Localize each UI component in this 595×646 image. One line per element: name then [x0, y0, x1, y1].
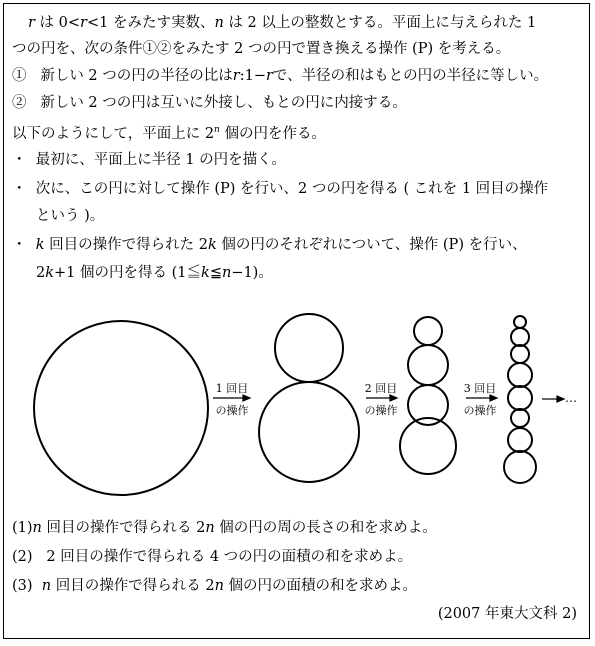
- arrow-2-label-top: 2 回目: [364, 382, 398, 395]
- stage3-circle-4: [508, 363, 532, 387]
- stage1-circle-large: [259, 382, 359, 482]
- bullet-3-cont: 2k+1 個の円を得る (1≦k≦n−1)。: [36, 265, 273, 281]
- arrow-1-label-bottom: の操作: [215, 404, 249, 417]
- stage2-circle-1: [414, 317, 442, 345]
- arrow-3-label-top: 3 回目: [463, 382, 497, 395]
- arrow-4: [542, 396, 564, 402]
- stage3-circle-3: [511, 345, 529, 363]
- question-3: (3) n 回目の操作で得られる 2n 個の円の面積の和を求めよ。: [12, 578, 418, 594]
- bullet-2-cont: という )。: [36, 208, 105, 224]
- arrow-1-label-top: 1 回目: [215, 382, 249, 395]
- arrow-2: [366, 395, 397, 401]
- bullet-3: ・ k 回目の操作で得られた 2k 個の円のそれぞれについて、操作 (P) を行い、: [12, 237, 527, 253]
- procedure-intro: 以下のようにして，平面上に 2$^n$ 個の円を作る。: [12, 125, 326, 142]
- condition-1: ① 新しい 2 つの円の半径の比はr:1−rで、半径の和はもとの円の半径に等しい。: [12, 68, 549, 84]
- question-1: (1)n 回目の操作で得られる 2n 個の円の周の長さの和を求めよ。: [12, 520, 437, 536]
- bullet-1: ・ 最初に、平面上に半径 1 の円を描く。: [12, 152, 286, 168]
- arrow-1: [213, 395, 250, 401]
- stage3-circle-1: [514, 316, 526, 328]
- arrow-3-label-bottom: の操作: [463, 404, 497, 417]
- stage3-circle-7: [508, 428, 532, 452]
- condition-2: ② 新しい 2 つの円は互いに外接し、もとの円に内接する。: [12, 95, 407, 111]
- stage2-circle-2: [408, 345, 448, 385]
- bullet-2: ・ 次に、この円に対して操作 (P) を行い、2 つの円を得る ( これを 1 回目の操作: [12, 181, 549, 197]
- question-2: (2) 2 回目の操作で得られる 4 つの円の面積の和を求めよ。: [12, 549, 413, 565]
- stage2-circle-4: [400, 418, 456, 474]
- arrow-2-label-bottom: の操作: [364, 404, 398, 417]
- source-citation: (2007 年東大文科 2): [437, 606, 577, 622]
- stage3-circle-2: [511, 328, 529, 346]
- stage3-circle-6: [511, 409, 529, 427]
- stage3-circle-8: [504, 451, 536, 483]
- stage0-circle: [34, 321, 208, 495]
- intro-line-1: r は 0<r<1 をみたす実数、n は 2 以上の整数とする。平面上に与えられた 1: [28, 15, 537, 31]
- arrow-3: [466, 395, 497, 401]
- intro-line-2: つの円を、次の条件①②をみたす 2 つの円で置き換える操作 (P) を考える。: [12, 41, 511, 57]
- stage3-circle-5: [508, 386, 532, 410]
- stage1-circle-small: [275, 314, 343, 382]
- continuation-ellipsis: …: [565, 391, 577, 405]
